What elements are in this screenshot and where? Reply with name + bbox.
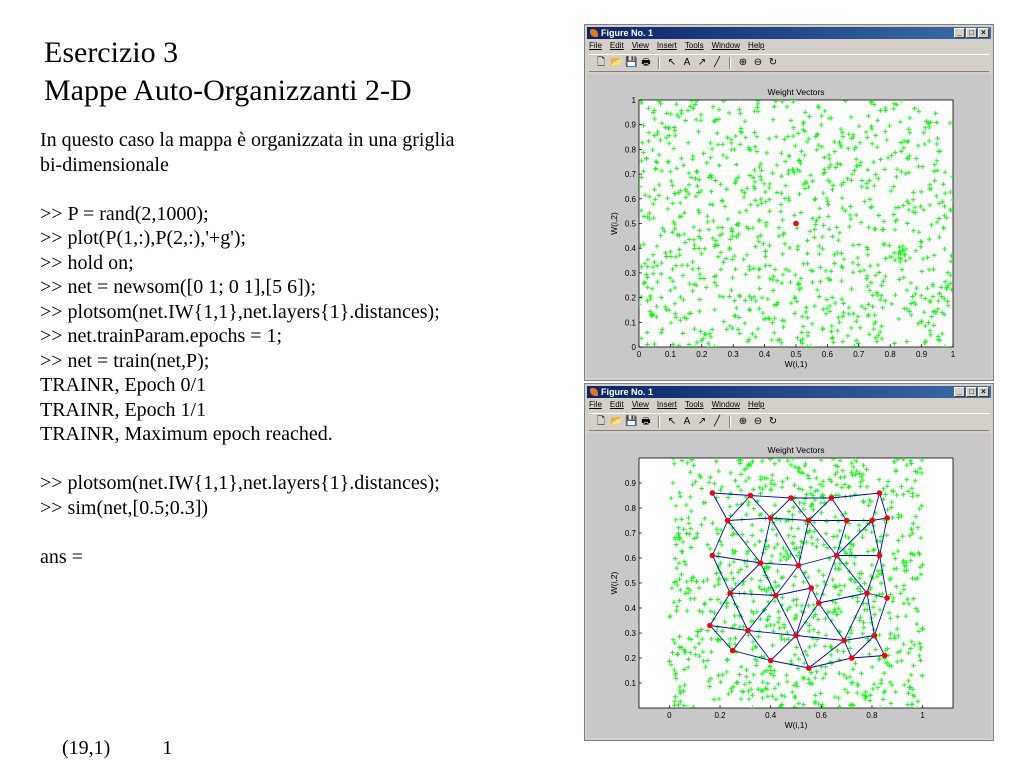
- figure-canvas[interactable]: [587, 433, 991, 738]
- y-tick-label: 0.6: [624, 194, 636, 204]
- axes-background: [639, 458, 953, 708]
- x-tick-label: 0.1: [664, 350, 676, 359]
- x-axis-label: W(i,1): [784, 720, 808, 730]
- x-tick-label: 0.4: [759, 350, 771, 359]
- x-tick-label: 1: [950, 350, 956, 359]
- maximize-button[interactable]: □: [966, 28, 977, 38]
- neuron-weight: [730, 648, 736, 654]
- neuron-weight: [748, 493, 754, 499]
- neuron-weight: [710, 553, 716, 559]
- neuron-weight: [707, 623, 713, 629]
- body-line: >> sim(net,[0.5;0.3]): [40, 496, 209, 519]
- y-tick-label: 1: [631, 96, 636, 105]
- y-tick-label: 0.4: [624, 244, 636, 254]
- menu-item-help[interactable]: Help: [748, 400, 765, 409]
- neuron-weight: [884, 595, 890, 601]
- body-line: TRAINR, Epoch 1/1: [40, 398, 207, 421]
- menu-item-file[interactable]: File: [589, 41, 602, 50]
- title-bar[interactable]: [587, 386, 991, 398]
- line-icon[interactable]: ╱: [713, 57, 721, 68]
- y-tick-label: 0.8: [624, 145, 636, 155]
- menu-item-help[interactable]: Help: [748, 41, 765, 50]
- arrow-line-icon[interactable]: ↗: [697, 57, 707, 68]
- ans-value: 1: [162, 737, 173, 759]
- close-button[interactable]: ×: [978, 387, 989, 397]
- body-line: >> net = newsom([0 1; 0 1],[5 6]);: [40, 276, 317, 298]
- y-tick-label: 0: [631, 343, 636, 352]
- neuron-weight: [877, 553, 883, 559]
- neuron-weight: [793, 633, 799, 639]
- body-line: >> plotsom(net.IW{1,1},net.layers{1}.distances);: [40, 472, 440, 494]
- menu-item-tools[interactable]: Tools: [684, 41, 704, 50]
- toolbar: [589, 413, 989, 431]
- y-tick-label: 0.2: [624, 293, 636, 303]
- minimize-button[interactable]: _: [954, 28, 965, 38]
- slide-body: [40, 128, 580, 569]
- neuron-weight: [758, 560, 764, 566]
- neuron-weight: [877, 490, 883, 496]
- toolbar: [589, 54, 989, 72]
- y-tick-label: 0.4: [624, 604, 636, 613]
- menu-item-file[interactable]: File: [589, 400, 602, 409]
- menu-item-view[interactable]: View: [631, 41, 649, 50]
- ans-index: (19,1): [62, 737, 111, 759]
- chart-title: Weight Vectors: [767, 445, 825, 455]
- window-title: Figure No. 1: [601, 28, 654, 38]
- figure-window-1[interactable]: [584, 24, 994, 381]
- maximize-button[interactable]: □: [966, 387, 977, 397]
- y-tick-label: 0.9: [624, 479, 636, 488]
- body-line: >> hold on;: [40, 251, 134, 274]
- zoom-out-icon[interactable]: ⊖: [753, 57, 763, 68]
- arrow-pointer-icon[interactable]: ↖: [667, 57, 677, 68]
- toolbar-separator: [658, 57, 660, 69]
- x-tick-label: 0.8: [884, 350, 896, 359]
- neuron-weight: [808, 585, 814, 591]
- body-line: [40, 177, 580, 202]
- x-tick-label: 0.3: [727, 350, 739, 359]
- neuron-weight: [768, 658, 774, 664]
- matlab-logo-icon: [590, 29, 598, 37]
- new-file-icon[interactable]: 🗋: [596, 57, 606, 68]
- x-tick-label: 1: [920, 711, 925, 720]
- neuron-weight: [884, 515, 890, 521]
- body-line: In questo caso la mappa è organizzata in una griglia: [40, 129, 455, 151]
- neuron-weight: [872, 633, 878, 639]
- text-icon[interactable]: A: [683, 57, 691, 68]
- toolbar-separator: [658, 416, 660, 428]
- body-line: ans =: [40, 545, 83, 568]
- y-tick-label: 0.3: [624, 268, 636, 278]
- menu-bar: [589, 41, 765, 50]
- body-line: TRAINR, Maximum epoch reached.: [40, 423, 333, 445]
- arrow-line-icon[interactable]: ↗: [697, 416, 707, 427]
- menu-item-edit[interactable]: Edit: [609, 400, 624, 409]
- y-axis-label: W(i,2): [609, 571, 619, 595]
- y-tick-label: 0.8: [624, 504, 636, 513]
- ans-output: [52, 714, 172, 760]
- menu-bar: [589, 400, 765, 409]
- save-icon[interactable]: 💾: [625, 57, 638, 68]
- y-tick-label: 0.7: [624, 529, 636, 538]
- x-tick-label: 0.8: [866, 711, 878, 720]
- x-tick-label: 0.9: [916, 350, 928, 359]
- new-file-icon[interactable]: 🗋: [596, 416, 606, 427]
- neuron-weight: [882, 653, 888, 659]
- menu-item-window[interactable]: Window: [711, 400, 741, 409]
- open-folder-icon[interactable]: 📂: [610, 416, 623, 427]
- arrow-pointer-icon[interactable]: ↖: [667, 416, 677, 427]
- x-tick-label: 0: [667, 711, 672, 720]
- menu-item-insert[interactable]: Insert: [656, 400, 677, 409]
- neuron-weight: [806, 518, 812, 524]
- save-icon[interactable]: 💾: [625, 416, 638, 427]
- y-tick-label: 0.3: [624, 629, 636, 638]
- body-line: TRAINR, Epoch 0/1: [40, 374, 207, 396]
- body-line: >> plotsom(net.IW{1,1},net.layers{1}.distances);: [40, 300, 440, 323]
- rotate-icon[interactable]: ↻: [768, 57, 778, 68]
- figure-window-2[interactable]: [584, 383, 994, 741]
- y-tick-label: 0.1: [624, 318, 636, 328]
- open-folder-icon[interactable]: 📂: [610, 57, 623, 68]
- zoom-out-icon[interactable]: ⊖: [753, 416, 763, 427]
- y-tick-label: 0.5: [624, 219, 636, 229]
- neuron-weight: [816, 600, 822, 606]
- y-tick-label: 0.6: [624, 554, 636, 563]
- title-line-1: Esercizio 3: [44, 36, 179, 69]
- neuron-weight: [864, 590, 870, 596]
- neuron-weight: [793, 221, 799, 227]
- y-tick-label: 0.2: [624, 654, 636, 663]
- x-tick-label: 0.4: [765, 711, 777, 720]
- print-icon[interactable]: 🖶: [641, 57, 651, 68]
- neuron-weight: [834, 553, 840, 559]
- y-tick-label: 0.9: [624, 120, 636, 130]
- x-tick-label: 0: [636, 350, 642, 359]
- title-bar[interactable]: [587, 27, 991, 39]
- neuron-weight: [849, 655, 855, 661]
- x-axis-label: W(i,1): [784, 359, 808, 369]
- y-tick-label: 0.5: [624, 579, 636, 588]
- neuron-weight: [788, 495, 794, 501]
- neuron-weight: [796, 563, 802, 569]
- body-line: >> plot(P(1,:),P(2,:),'+g');: [40, 227, 247, 249]
- neuron-weight: [710, 490, 716, 496]
- menu-item-tools[interactable]: Tools: [684, 400, 704, 409]
- figure-canvas[interactable]: [587, 74, 991, 378]
- menu-item-edit[interactable]: Edit: [609, 41, 624, 50]
- y-tick-label: 0.7: [624, 170, 636, 180]
- neuron-weight: [869, 518, 875, 524]
- x-tick-label: 0.7: [853, 350, 865, 359]
- neuron-weight: [844, 518, 850, 524]
- body-line: >> P = rand(2,1000);: [40, 202, 209, 225]
- neuron-weight: [725, 518, 731, 524]
- neuron-weight: [768, 515, 774, 521]
- window-title: Figure No. 1: [601, 387, 654, 397]
- line-icon[interactable]: ╱: [713, 416, 721, 427]
- neuron-weight: [841, 638, 847, 644]
- menu-item-window[interactable]: Window: [711, 41, 741, 50]
- x-tick-label: 0.5: [790, 350, 802, 359]
- body-line: >> net = train(net,P);: [40, 349, 210, 372]
- title-line-2: Mappe Auto-Organizzanti 2-D: [44, 74, 412, 107]
- zoom-in-icon[interactable]: ⊕: [738, 57, 748, 68]
- slide-title: [44, 34, 412, 110]
- x-tick-label: 0.6: [821, 350, 833, 359]
- minimize-button[interactable]: _: [954, 387, 965, 397]
- zoom-in-icon[interactable]: ⊕: [738, 416, 748, 427]
- neuron-weight: [727, 590, 733, 596]
- toolbar-separator: [729, 416, 731, 428]
- rotate-icon[interactable]: ↻: [768, 416, 778, 427]
- toolbar-separator: [729, 57, 731, 69]
- text-icon[interactable]: A: [683, 416, 691, 427]
- neuron-weight: [806, 665, 812, 671]
- menu-item-insert[interactable]: Insert: [656, 41, 677, 50]
- close-button[interactable]: ×: [978, 28, 989, 38]
- chart-title: Weight Vectors: [767, 87, 825, 97]
- y-axis-label: W(i,2): [609, 212, 619, 235]
- menu-item-view[interactable]: View: [631, 400, 649, 409]
- weight-vectors-chart: [587, 74, 991, 380]
- y-tick-label: 0.1: [624, 679, 636, 688]
- weight-vectors-chart: [587, 433, 991, 740]
- neuron-weight: [773, 593, 779, 599]
- x-tick-label: 0.2: [714, 711, 726, 720]
- matlab-logo-icon: [590, 388, 598, 396]
- body-line: [40, 447, 580, 472]
- neuron-weight: [829, 495, 835, 501]
- body-line: >> net.trainParam.epochs = 1;: [40, 325, 283, 347]
- x-tick-label: 0.6: [815, 711, 827, 720]
- body-line: [40, 520, 580, 545]
- neuron-weight: [745, 628, 751, 634]
- x-tick-label: 0.2: [696, 350, 708, 359]
- body-line: bi-dimensionale: [40, 153, 169, 176]
- print-icon[interactable]: 🖶: [641, 416, 651, 427]
